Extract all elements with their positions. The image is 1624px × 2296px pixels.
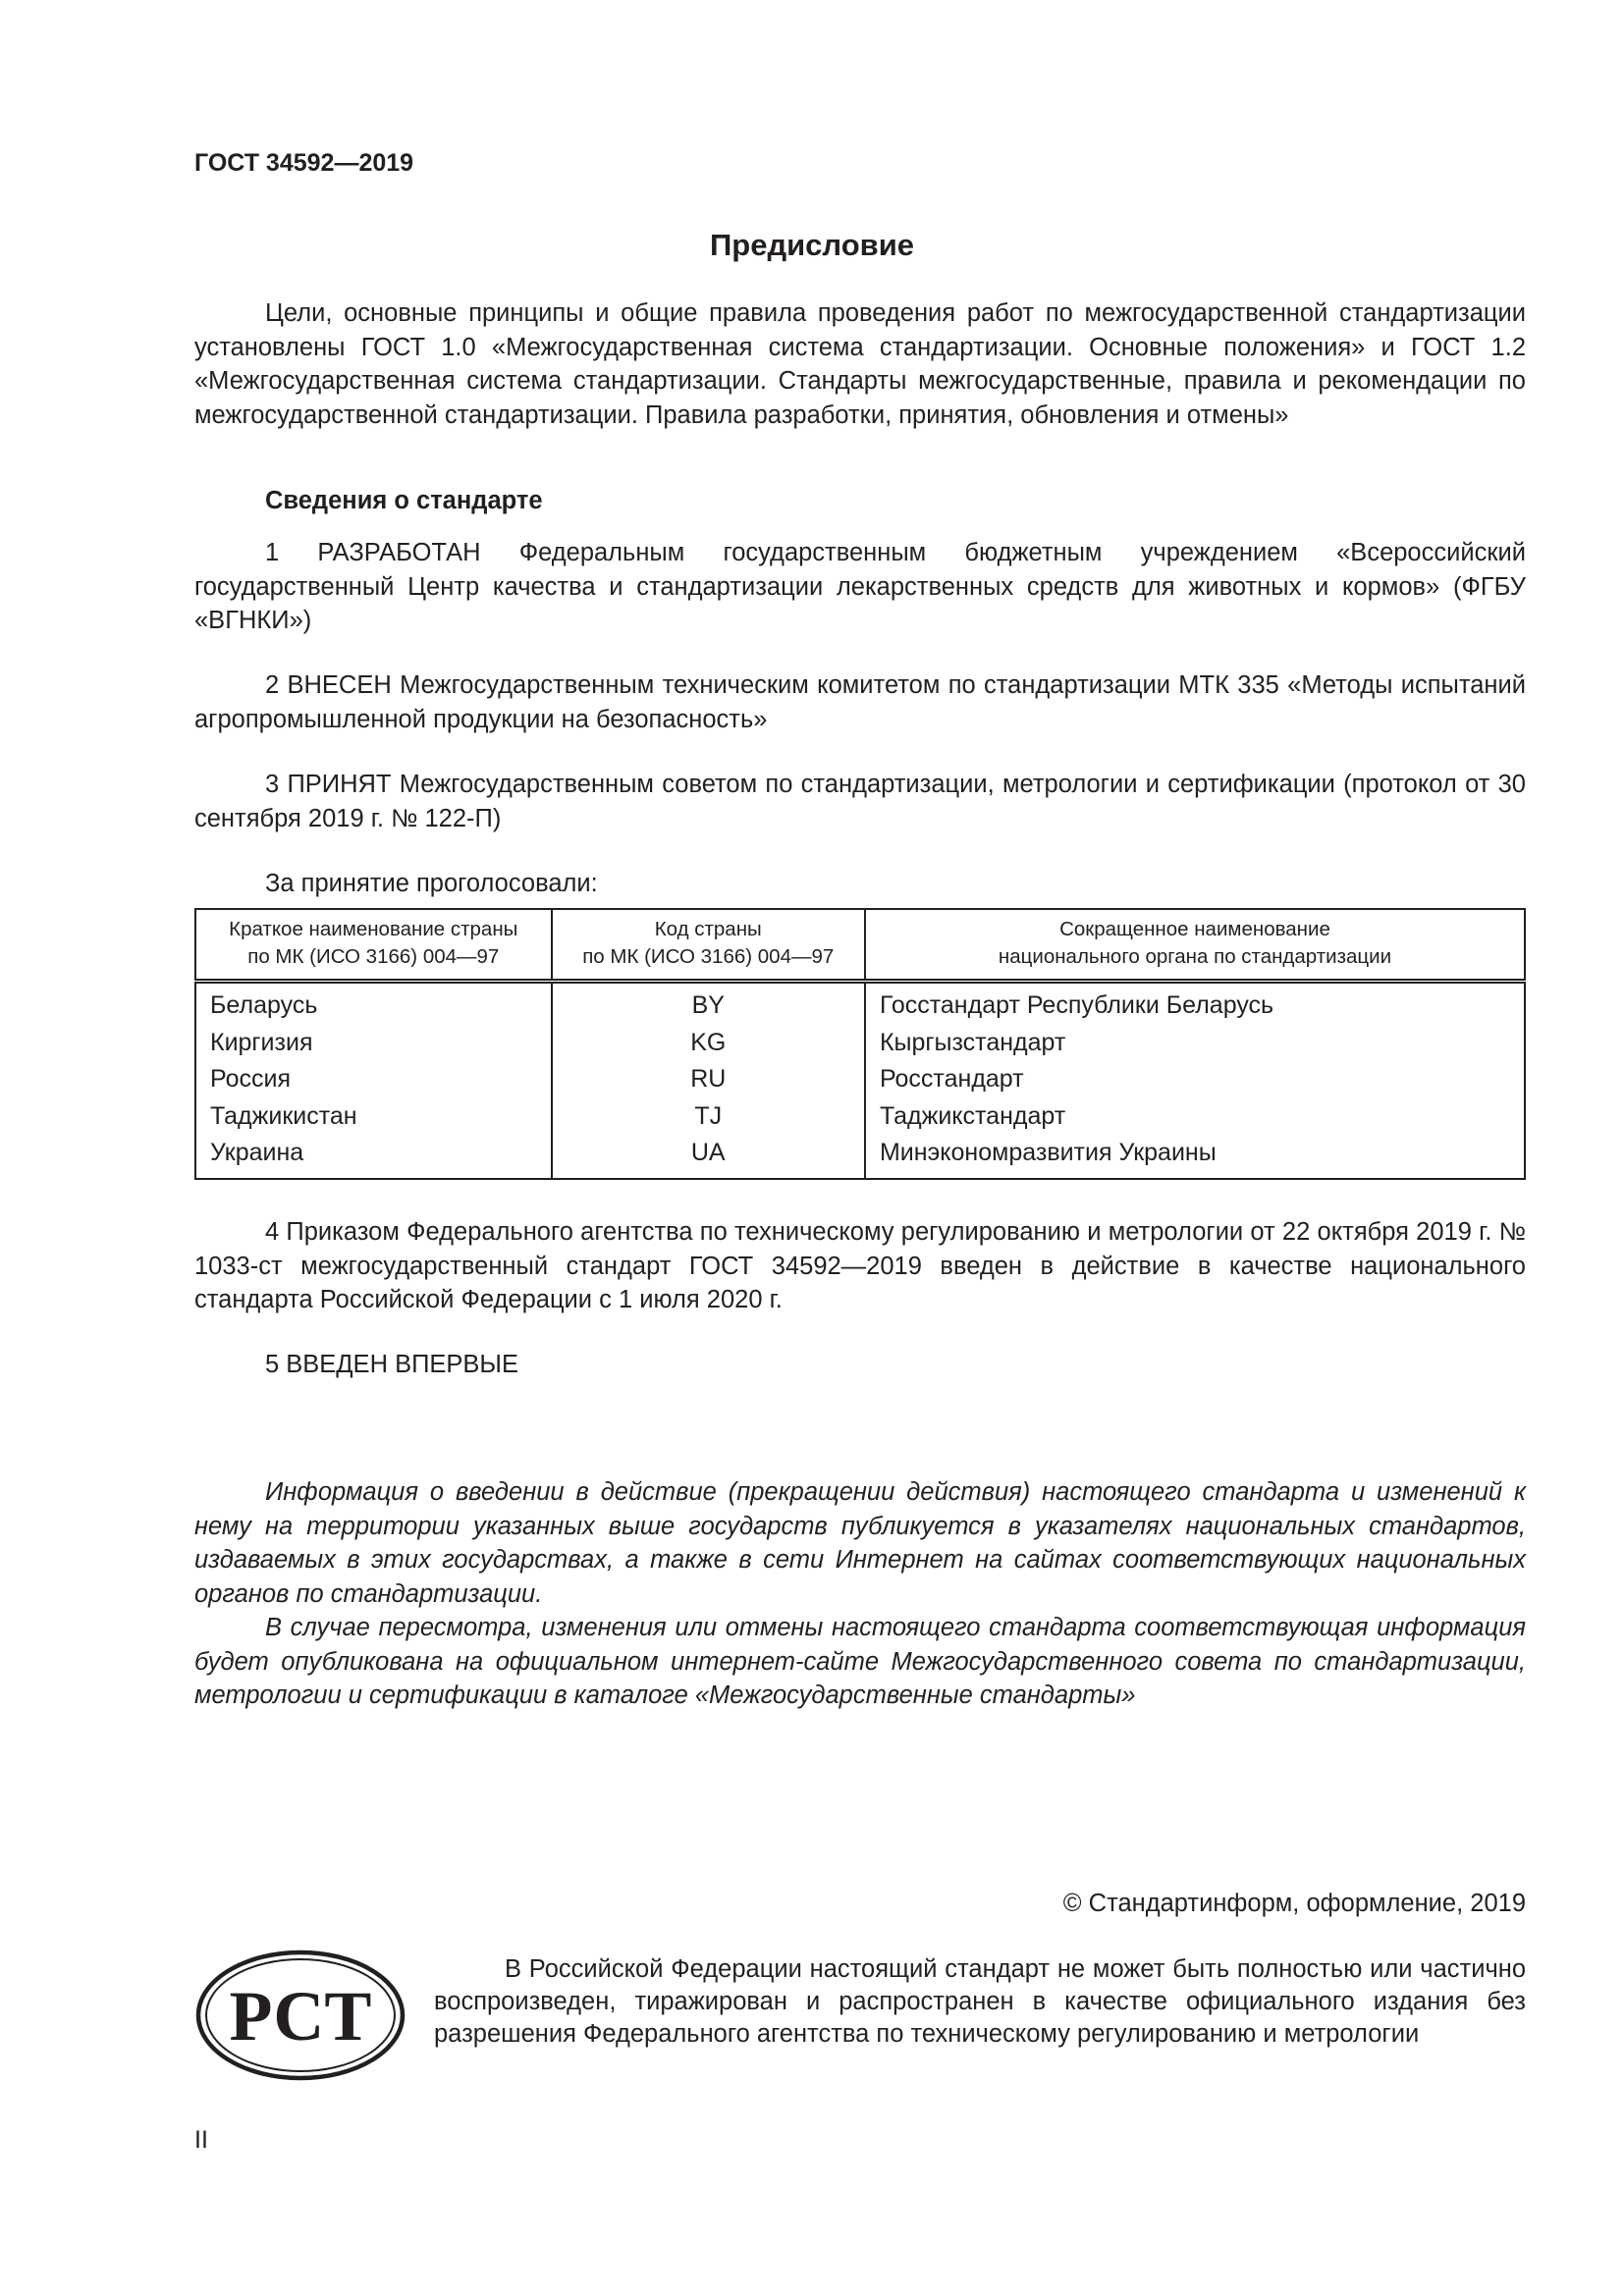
item-introduced: 2 ВНЕСЕН Межгосударственным техническим комитетом по стандартизации МТК 335 «Методы испытаний агропромышленной продукции на безопасность» [194, 671, 1526, 733]
body-cell: Минэкономразвития Украины [865, 1135, 1525, 1179]
voting-states-table [194, 908, 1526, 1180]
preface-title: Предисловие [709, 228, 914, 262]
header-code-line2: по МК (ИСО 3166) 004—97 [582, 945, 835, 968]
country-cell: Беларусь [210, 991, 318, 1019]
page-number: II [194, 2126, 208, 2154]
body-cell: Кыргызстандарт [865, 1025, 1525, 1062]
document-header: ГОСТ 34592—2019 [194, 149, 414, 177]
header-country-line2: по МК (ИСО 3166) 004—97 [247, 945, 500, 968]
item-first-introduced: 5 ВВЕДЕН ВПЕРВЫЕ [265, 1351, 519, 1378]
header-code [552, 909, 865, 982]
table-row [195, 1098, 1525, 1136]
code-cell: BY [552, 982, 865, 1025]
country-cell: Россия [210, 1065, 291, 1093]
preface-intro: Цели, основные принципы и общие правила проведения работ по межгосударственной стандартизации установлены ГОСТ 1.0 «Межгосударственная система стандартизации. Основные положения» и ГОСТ 1.2 «Межгосударственная система стандартизации. Стандарты межгосударственные, правила и рекомендации по межгосударственной стандартизации. Правила разработки, принятия, обновления и отмены» [194, 299, 1526, 429]
body-cell: Таджикстандарт [865, 1098, 1525, 1136]
notice-revision: В случае пересмотра, изменения или отмены настоящего стандарта соответствующая информация будет опубликована на официальном интернет-сайте Межгосударственного совета по стандартизации, метрологии и сертификации в каталоге «Межгосударственные стандарты» [194, 1614, 1526, 1709]
copyright-line: © Стандартинформ, оформление, 2019 [1062, 1890, 1526, 1917]
body-cell: Росстандарт [865, 1061, 1525, 1098]
table-row [195, 982, 1525, 1025]
table-header-row [195, 909, 1525, 982]
item-enacted: 4 Приказом Федерального агентства по техническому регулированию и метрологии от 22 октября 2019 г. № 1033-ст межгосударственный стандарт ГОСТ 34592—2019 введен в действие в качестве национального стандарта Российской Федерации с 1 июля 2020 г. [194, 1218, 1526, 1313]
country-cell: Украина [210, 1139, 304, 1166]
code-cell: UA [552, 1135, 865, 1179]
rst-certification-mark-icon [194, 1949, 406, 2082]
table-row [195, 1135, 1525, 1179]
header-country [195, 909, 552, 982]
body-cell: Госстандарт Республики Беларусь [865, 982, 1525, 1025]
section-heading: Сведения о стандарте [265, 487, 543, 514]
country-cell: Таджикистан [210, 1101, 357, 1130]
code-cell: KG [552, 1025, 865, 1062]
header-country-line1: Краткое наименование страны [229, 918, 518, 940]
table-row [195, 1061, 1525, 1098]
header-body [865, 909, 1525, 982]
item-adopted: 3 ПРИНЯТ Межгосударственным советом по стандартизации, метрологии и сертификации (протокол от 30 сентября 2019 г. № 122-П) [194, 771, 1526, 832]
header-body-line1: Сокращенное наименование [1059, 918, 1330, 940]
header-body-line2: национального органа по стандартизации [998, 945, 1392, 968]
country-cell: Киргизия [210, 1028, 313, 1056]
code-cell: RU [552, 1061, 865, 1098]
item-developed: 1 РАЗРАБОТАН Федеральным государственным бюджетным учреждением «Всероссийский государственный Центр качества и стандартизации лекарственных средств для животных и кормов» (ФГБУ «ВГНКИ») [194, 539, 1526, 634]
notice-publication: Информация о введении в действие (прекращении действия) настоящего стандарта и изменений к нему на территории указанных выше государств публикуется в указателях национальных стандартов, издаваемых в этих государствах, а также в сети Интернет на сайтах соответствующих национальных органов по стандартизации. [194, 1478, 1526, 1608]
code-cell: TJ [552, 1098, 865, 1136]
header-code-line1: Код страны [654, 918, 762, 940]
vote-intro: За принятие проголосовали: [265, 870, 598, 897]
logo-lettering: РСТ [229, 1977, 372, 2056]
table-row [195, 1025, 1525, 1062]
legal-notice: В Российской Федерации настоящий стандарт не может быть полностью или частично воспроизведен, тиражирован и распространен в качестве официального издания без разрешения Федерального агентства по техническому регулированию и метрологии [434, 1955, 1526, 2048]
